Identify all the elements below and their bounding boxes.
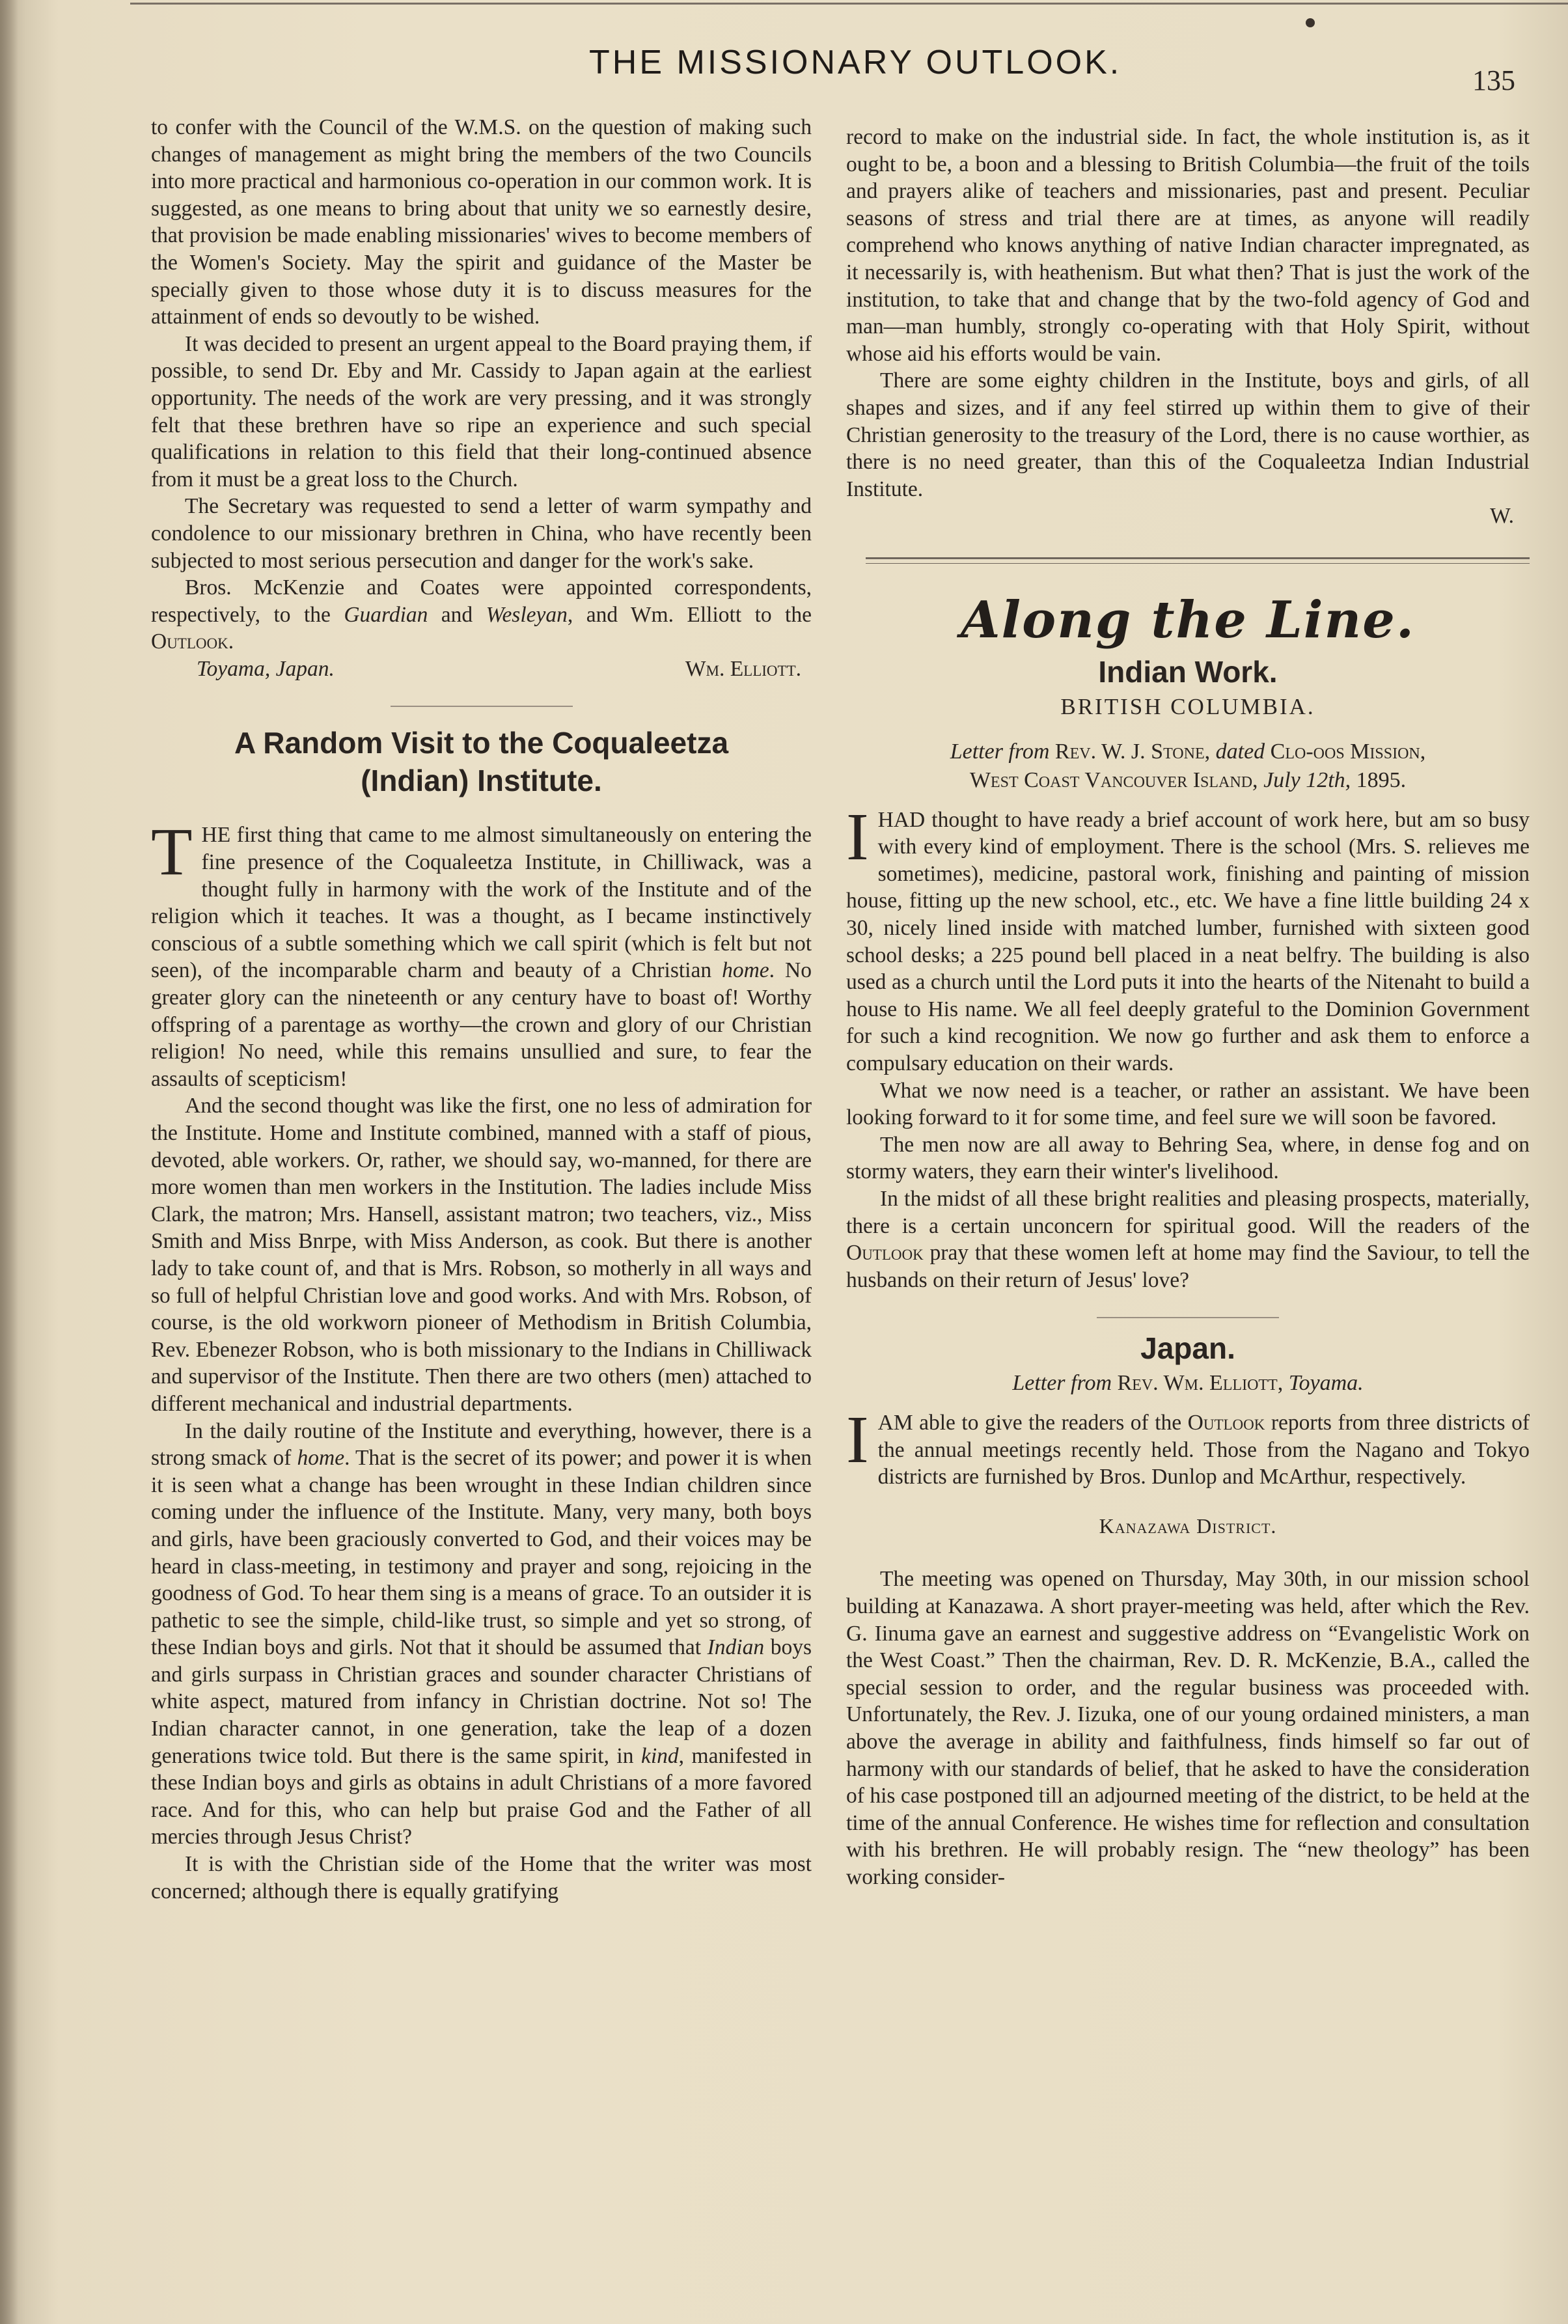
indian-work-heading: Indian Work. <box>1098 654 1278 689</box>
page-number: 135 <box>1472 64 1515 96</box>
left-column <box>151 114 812 1905</box>
drop-cap: I <box>846 1402 869 1477</box>
section-title: Along the Line. <box>960 590 1416 650</box>
divider <box>1097 1317 1279 1318</box>
district-heading: Kanazawa District. <box>1099 1514 1277 1538</box>
running-head: THE MISSIONARY OUTLOOK. <box>589 44 1122 81</box>
paragraph: The men now are all away to Behring Sea, where, in dense fog and on stormy waters, they earn their winter's livelihood. <box>846 1132 1530 1184</box>
letter-byline: Letter from Rev. Wm. Elliott, Toyama. <box>1012 1370 1364 1395</box>
top-rule <box>130 3 1568 5</box>
paragraph: In the daily routine of the Institute and everything, however, there is a strong smack of home. That is the secret of its power; and power it is when it is seen what a change has been wrought in these Indian children since coming under the influence of the Institute. Many, very many, both boys and girls, have been graciously converted to God, and their voices may be heard in class-meeting, in testimony and prayer and song, rejoicing in the goodness of God. To hear them sing is a means of grace. To an outsider it is pathetic to see the simple, child-like trust, so simple and yet so strong, of these Indian boys and girls. Not that it should be assumed that Indian boys and girls surpass in Christian graces and sounder character Christians of white aspect, matured from infancy in Christian doctrine. Not so! The Indian character cannot, in one generation, take the leap of a dozen generations twice told. But there is the same spirit, in kind, manifested in these Indian boys and girls as obtains in adult Christians of a more favored race. And for this, who can help but praise God and the Father of all mercies through Jesus Christ? <box>151 1418 812 1849</box>
signoff-initial: W. <box>1490 504 1514 529</box>
drop-cap: I <box>846 799 869 874</box>
article-title: A Random Visit to the Coqualeetza (Indian) Institute. <box>234 726 729 798</box>
japan-heading: Japan. <box>1140 1331 1235 1366</box>
paragraph: There are some eighty children in the Institute, boys and girls, of all shapes and sizes, and if any feel stirred up within them to give of their Christian generosity to the treasury of the Lord, there is no cause worthier, as there is no need greater, than this of the Coqualeetza Indian Industrial Institute. <box>846 368 1530 501</box>
paragraph: IAM able to give the readers of the Outlook reports from three districts of the annual meetings recently held. Those from the Nagano and Tokyo districts are furnished by Bros. Dunlop and McArthur, respectively. <box>846 1402 1530 1489</box>
paragraph: It is with the Christian side of the Home that the writer was most concerned; although there is equally gratifying <box>151 1852 812 1903</box>
signoff <box>151 656 812 683</box>
double-rule <box>866 557 1530 564</box>
paragraph: And the second thought was like the first, one no less of admiration for the Institute. Home and Institute combined, manned with a staff of pious, devoted, able workers. Or, rather, we should say, wo-manned, for there are more women than men workers in the Institution. The ladies include Miss Clark, the matron; Mrs. Hansell, assistant matron; two teachers, viz., Miss Smith and Miss Bnrpe, with Miss Anderson, as cook. But there is another lady to take count of, and that is Mrs. Robson, so motherly in all ways and so full of helpful Christian love and good works. And with Mrs. Robson, of course, is the old workworn pioneer of Methodism in British Columbia, Rev. Ebenezer Robson, who is both missionary to the Indians in Chilliwack and supervisor of the Institute. Then there are two others (men) attached to different mechanical and industrial departments. <box>151 1094 812 1416</box>
signoff-name: Wm. Elliott. <box>685 656 801 681</box>
paragraph: It was decided to present an urgent appeal to the Board praying them, if possible, to send Dr. Eby and Mr. Cassidy to Japan again at the earliest opportunity. The needs of the work are very pressing, and it was strongly felt that these brethren have so ripe an experience and such special qualifications in relation to this field that their long-continued absence from it must be a great loss to the Church. <box>151 331 812 491</box>
divider <box>391 706 573 707</box>
paragraph: IHAD thought to have ready a brief account of work here, but am so busy with every kind of employment. There is the school (Mrs. S. relieves me sometimes), medicine, pastoral work, finishing and painting of mission house, fitting up the new school, etc., etc. We have a fine little building 24 x 30, nicely lined inside with matched lumber, furnished with sixteen good school desks; a 225 pound bell placed in a neat belfry. The building is also used as a church until the Lord puts it into the hearts of the Nitenaht to build a house to His name. We all feel deeply grateful to the Dominion Government for such a kind recognition. We now go further and ask them to enforce a compulsary education on their wards. <box>846 799 1530 1076</box>
signoff-place: Toyama, Japan. <box>197 656 335 681</box>
drop-cap: T <box>151 814 193 890</box>
region-heading: BRITISH COLUMBIA. <box>1060 694 1315 720</box>
paragraph: In the midst of all these bright realities and pleasing prospects, materially, there is a certain unconcern for spiritual good. Will the readers of the Outlook pray that these women left at home may find the Saviour, to tell the husbands on their return of Jesus' love? <box>846 1187 1530 1292</box>
paragraph: The Secretary was requested to send a letter of warm sympathy and condolence to our missionary brethren in China, who have recently been subjected to most serious persecution and danger for the work's sake. <box>151 494 812 573</box>
paragraph: record to make on the industrial side. In fact, the whole institution is, as it ought to be, a boon and a blessing to British Columbia—the fruit of the toils and prayers alike of teachers and missionaries, past and present. Peculiar seasons of stress and trial there are at times, as anyone will readily comprehend who knows anything of native Indian character impregnated, as it necessarily is, with heathenism. But what then? That is just the work of the institution, to take that and change that by the two-fold agency of God and man—man humbly, strongly co-operating with that Holy Spirit, without whose aid his efforts would be vain. <box>846 125 1530 366</box>
paragraph: What we now need is a teacher, or rather an assistant. We have been looking forward to it for some time, and feel sure we will soon be favored. <box>846 1078 1530 1130</box>
paragraph: THE first thing that came to me almost simultaneously on entering the fine presence of the Coqualeetza Institute, in Chilliwack, was a thought fully in harmony with the work of the Institute and of the religion which it teaches. It was a thought, as I became instinctively conscious of a subtle something which we call spirit (which is felt but not seen), of the incomparable charm and beauty of a Christian home. No greater glory can the nineteenth or any century have to boast of! Worthy offspring of a parentage as worthy—the crown and glory of our Christian religion! No need, while this remains unsullied and sure, to fear the assaults of scepticism! <box>151 814 812 1091</box>
paragraph: The meeting was opened on Thursday, May 30th, in our mission school building at Kanazawa. A short prayer-meeting was held, after which the Rev. G. Iinuma gave an earnest and suggestive address on “Evangelistic Work on the West Coast.” Then the chairman, Rev. D. R. McKenzie, B.A., called the special session to order, and the regular business was proceeded with. Unfortunately, the Rev. J. Iizuka, one of our young ordained ministers, a man above the average in ability and faithfulness, finds himself so far out of harmony with our standards of belief, that he asked to have the consideration of his case postponed till an adjourned meeting of the district, to be held at the time of the annual Conference. He wishes time for reflection and consultation with his brethren. He will probably resign. The “new theology” has been working consider- <box>846 1567 1530 1889</box>
binding-shadow <box>0 0 18 2324</box>
paragraph-correspondents: Bros. McKenzie and Coates were appointed correspondents, respectively, to the Guardian and Wesleyan, and Wm. Elliott to the Outlook. <box>151 575 812 654</box>
letter-byline: Letter from Rev. W. J. Stone, dated Clo-oos Mission, West Coast Vancouver Island, July 12th, 1895. <box>950 739 1426 792</box>
right-column <box>846 124 1530 1890</box>
paragraph: to confer with the Council of the W.M.S. on the question of making such changes of management as might bring the members of the two Councils into more practical and harmonious co-operation in our common work. It is suggested, as one means to bring about that unity we so earnestly desire, that provision be made enabling missionaries' wives to become members of the Women's Society. May the spirit and guidance of the Master be specially given to those whose duty it is to discuss measures for the attainment of ends so devoutly to be wished. <box>151 115 812 329</box>
ink-dot <box>1306 18 1315 27</box>
